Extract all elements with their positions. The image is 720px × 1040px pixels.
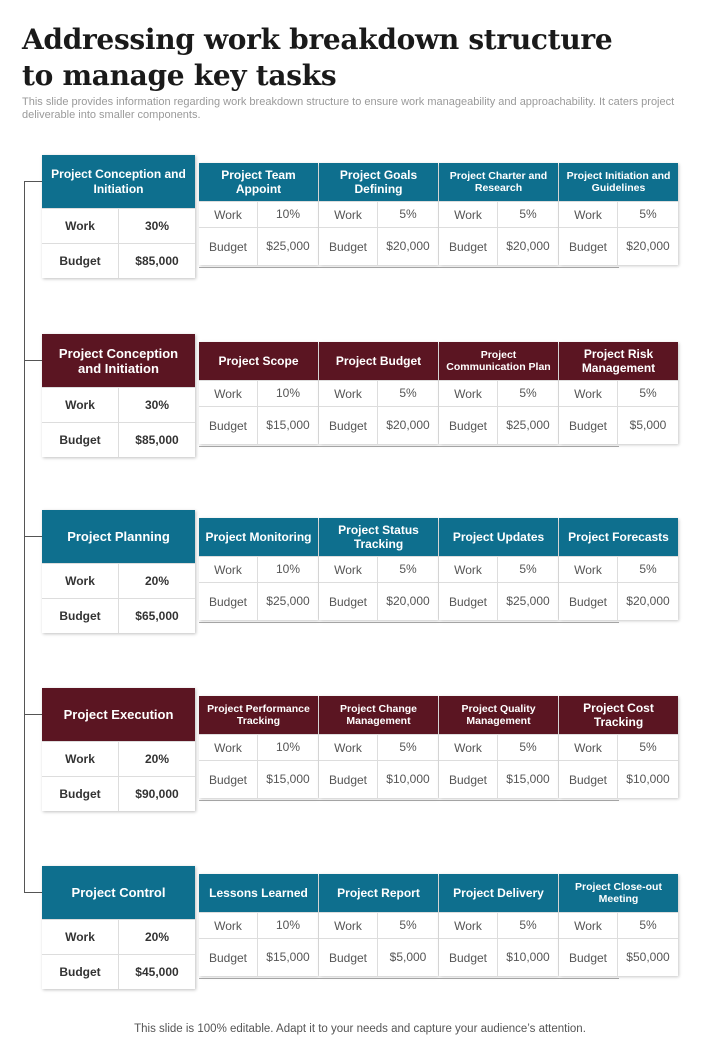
metric-label: Budget [199, 939, 258, 976]
metric-label: Work [439, 913, 498, 938]
metric-row [319, 734, 438, 760]
tree-branch [24, 536, 42, 537]
metric-value: 5% [399, 386, 417, 400]
metric-row [439, 406, 558, 444]
task-title: Project Monitoring [199, 518, 318, 556]
metric-value: $25,000 [506, 594, 550, 608]
task-row [199, 518, 682, 633]
metric-value: 10% [275, 386, 301, 400]
metric-value: 5% [639, 386, 657, 400]
metric-row [439, 734, 558, 760]
metric-label: Budget [559, 228, 618, 265]
task-title: Project Delivery [439, 874, 558, 912]
task-card [439, 518, 558, 620]
task-title: Project Communication Plan [439, 342, 558, 380]
task-title: Project Change Management [319, 696, 438, 734]
metric-row [199, 556, 318, 582]
metric-label: Budget [439, 407, 498, 444]
metric-row [199, 227, 318, 265]
task-card [319, 342, 438, 444]
metric-label: Budget [439, 228, 498, 265]
metric-row [42, 563, 195, 598]
task-title: Project Initiation and Guidelines [559, 163, 678, 201]
metric-label: Budget [559, 583, 618, 620]
task-card [559, 342, 678, 444]
metric-value: 5% [519, 740, 537, 754]
task-card [319, 518, 438, 620]
metric-value: $50,000 [626, 950, 670, 964]
metric-value: 5% [519, 918, 537, 932]
metric-value: $85,000 [135, 254, 179, 268]
metric-label: Work [439, 381, 498, 406]
task-title: Project Goals Defining [319, 163, 438, 201]
wbs-section [42, 334, 682, 474]
task-title: Project Report [319, 874, 438, 912]
phase-card [42, 510, 195, 633]
metric-label: Budget [559, 407, 618, 444]
metric-label: Work [319, 381, 378, 406]
metric-value: $20,000 [386, 594, 430, 608]
metric-label: Work [42, 742, 119, 776]
metric-label: Work [42, 388, 119, 422]
metric-row [319, 938, 438, 976]
phase-card [42, 866, 195, 989]
task-title: Project Team Appoint [199, 163, 318, 201]
metric-value: $20,000 [386, 239, 430, 253]
metric-label: Work [559, 381, 618, 406]
metric-value: $45,000 [135, 965, 179, 979]
metric-value: $20,000 [626, 594, 670, 608]
metric-value: $25,000 [266, 239, 310, 253]
metric-value: $20,000 [506, 239, 550, 253]
metric-label: Work [42, 920, 119, 954]
metric-value: $15,000 [506, 772, 550, 786]
metric-row [559, 380, 678, 406]
task-card [319, 874, 438, 976]
metric-label: Budget [319, 228, 378, 265]
tree-branch [24, 714, 42, 715]
metric-value: 5% [399, 562, 417, 576]
page-title: Addressing work breakdown structure to manage key tasks [22, 23, 613, 92]
metric-row [439, 380, 558, 406]
task-connector-line [199, 800, 619, 801]
metric-label: Budget [42, 423, 119, 457]
metric-label: Work [199, 202, 258, 227]
metric-row [319, 201, 438, 227]
metric-label: Budget [439, 583, 498, 620]
metric-label: Work [199, 735, 258, 760]
metric-label: Work [319, 735, 378, 760]
metric-value: 20% [144, 752, 170, 766]
metric-value: $10,000 [626, 772, 670, 786]
task-title: Project Quality Management [439, 696, 558, 734]
metric-row [319, 227, 438, 265]
metric-value: 10% [275, 207, 301, 221]
metric-row [559, 227, 678, 265]
tree-branch [24, 892, 42, 893]
metric-label: Budget [319, 583, 378, 620]
wbs-section [42, 155, 682, 295]
metric-row [199, 938, 318, 976]
metric-label: Work [559, 913, 618, 938]
metric-row [319, 760, 438, 798]
metric-label: Work [559, 735, 618, 760]
metric-label: Work [439, 735, 498, 760]
task-connector-line [199, 267, 619, 268]
task-connector-line [199, 622, 619, 623]
task-row [199, 874, 682, 989]
metric-label: Work [42, 209, 119, 243]
phase-title: Project Execution [42, 688, 195, 741]
task-title: Project Scope [199, 342, 318, 380]
metric-row [439, 760, 558, 798]
metric-label: Work [319, 557, 378, 582]
metric-label: Budget [199, 407, 258, 444]
metric-row [559, 912, 678, 938]
task-card [559, 696, 678, 798]
metric-label: Budget [319, 407, 378, 444]
metric-label: Budget [439, 939, 498, 976]
metric-label: Work [199, 381, 258, 406]
task-connector-line [199, 446, 619, 447]
metric-row [42, 598, 195, 633]
phase-title: Project Conception and Initiation [42, 334, 195, 387]
metric-label: Work [439, 202, 498, 227]
metric-label: Budget [42, 955, 119, 989]
metric-value: $25,000 [506, 418, 550, 432]
metric-row [199, 406, 318, 444]
metric-row [42, 741, 195, 776]
metric-row [319, 582, 438, 620]
metric-value: 5% [639, 740, 657, 754]
task-card [559, 163, 678, 265]
metric-value: $20,000 [626, 239, 670, 253]
metric-row [319, 380, 438, 406]
task-row [199, 342, 682, 457]
metric-row [199, 380, 318, 406]
task-title: Project Budget [319, 342, 438, 380]
task-title: Project Performance Tracking [199, 696, 318, 734]
task-row [199, 163, 682, 278]
metric-row [559, 582, 678, 620]
metric-value: 10% [275, 918, 301, 932]
task-card [319, 163, 438, 265]
task-card [439, 342, 558, 444]
phase-card [42, 688, 195, 811]
metric-value: 5% [639, 562, 657, 576]
metric-row [199, 912, 318, 938]
task-title: Project Updates [439, 518, 558, 556]
metric-value: $85,000 [135, 433, 179, 447]
task-card [199, 696, 318, 798]
metric-row [439, 912, 558, 938]
task-card [319, 696, 438, 798]
metric-row [559, 938, 678, 976]
metric-row [319, 406, 438, 444]
metric-row [319, 912, 438, 938]
task-connector-line [199, 978, 619, 979]
tree-branch [24, 181, 42, 182]
phase-title: Project Conception and Initiation [42, 155, 195, 208]
metric-row [559, 734, 678, 760]
metric-label: Budget [42, 244, 119, 278]
metric-row [319, 556, 438, 582]
metric-row [199, 201, 318, 227]
metric-value: 20% [144, 574, 170, 588]
task-card [559, 518, 678, 620]
metric-value: 30% [144, 398, 170, 412]
metric-label: Work [42, 564, 119, 598]
metric-row [559, 201, 678, 227]
metric-row [559, 556, 678, 582]
metric-label: Work [319, 202, 378, 227]
metric-value: $10,000 [506, 950, 550, 964]
metric-label: Budget [559, 761, 618, 798]
metric-value: $5,000 [629, 418, 667, 432]
metric-value: 5% [519, 207, 537, 221]
metric-value: 20% [144, 930, 170, 944]
metric-label: Work [199, 557, 258, 582]
metric-row [199, 582, 318, 620]
phase-title: Project Control [42, 866, 195, 919]
metric-value: $65,000 [135, 609, 179, 623]
metric-label: Budget [199, 583, 258, 620]
task-title: Project Forecasts [559, 518, 678, 556]
footer-note: This slide is 100% editable. Adapt it to your needs and capture your audience’s attention. [134, 1023, 586, 1035]
metric-row [439, 582, 558, 620]
task-title: Project Status Tracking [319, 518, 438, 556]
task-title: Project Charter and Research [439, 163, 558, 201]
task-title: Lessons Learned [199, 874, 318, 912]
metric-value: 5% [639, 918, 657, 932]
metric-value: $20,000 [386, 418, 430, 432]
metric-label: Work [199, 913, 258, 938]
metric-value: 10% [275, 562, 301, 576]
metric-value: $90,000 [135, 787, 179, 801]
phase-card [42, 334, 195, 457]
task-card [199, 342, 318, 444]
metric-value: $10,000 [386, 772, 430, 786]
task-card [559, 874, 678, 976]
metric-value: 10% [275, 740, 301, 754]
metric-row [42, 422, 195, 457]
metric-label: Work [319, 913, 378, 938]
metric-row [439, 201, 558, 227]
phase-card [42, 155, 195, 278]
metric-row [199, 760, 318, 798]
metric-value: 30% [144, 219, 170, 233]
metric-value: $5,000 [389, 950, 427, 964]
metric-label: Work [559, 557, 618, 582]
metric-row [439, 556, 558, 582]
metric-value: 5% [399, 918, 417, 932]
metric-value: 5% [399, 740, 417, 754]
metric-label: Budget [199, 761, 258, 798]
metric-row [439, 227, 558, 265]
metric-label: Budget [42, 599, 119, 633]
metric-label: Work [439, 557, 498, 582]
metric-label: Budget [319, 939, 378, 976]
task-title: Project Cost Tracking [559, 696, 678, 734]
metric-row [42, 776, 195, 811]
metric-label: Budget [319, 761, 378, 798]
metric-row [42, 387, 195, 422]
metric-value: 5% [399, 207, 417, 221]
metric-label: Budget [199, 228, 258, 265]
task-row [199, 696, 682, 811]
metric-row [42, 208, 195, 243]
metric-row [439, 938, 558, 976]
metric-value: 5% [519, 386, 537, 400]
metric-value: 5% [639, 207, 657, 221]
wbs-section [42, 688, 682, 828]
metric-row [559, 760, 678, 798]
metric-row [199, 734, 318, 760]
wbs-section [42, 510, 682, 650]
metric-row [42, 243, 195, 278]
metric-value: $25,000 [266, 594, 310, 608]
page-subtitle: This slide provides information regarding work breakdown structure to ensure work manageability and approachability. It caters project deliverable into smaller components. [22, 96, 675, 121]
metric-value: $15,000 [266, 950, 310, 964]
metric-value: $15,000 [266, 418, 310, 432]
metric-label: Work [559, 202, 618, 227]
task-card [199, 163, 318, 265]
phase-title: Project Planning [42, 510, 195, 563]
tree-branch [24, 360, 42, 361]
task-card [439, 874, 558, 976]
metric-row [42, 954, 195, 989]
metric-label: Budget [439, 761, 498, 798]
task-card [439, 696, 558, 798]
task-title: Project Risk Management [559, 342, 678, 380]
metric-row [42, 919, 195, 954]
task-card [439, 163, 558, 265]
task-card [199, 874, 318, 976]
task-title: Project Close-out Meeting [559, 874, 678, 912]
metric-label: Budget [42, 777, 119, 811]
metric-value: $15,000 [266, 772, 310, 786]
wbs-section [42, 866, 682, 1006]
metric-row [559, 406, 678, 444]
metric-value: 5% [519, 562, 537, 576]
metric-label: Budget [559, 939, 618, 976]
task-card [199, 518, 318, 620]
